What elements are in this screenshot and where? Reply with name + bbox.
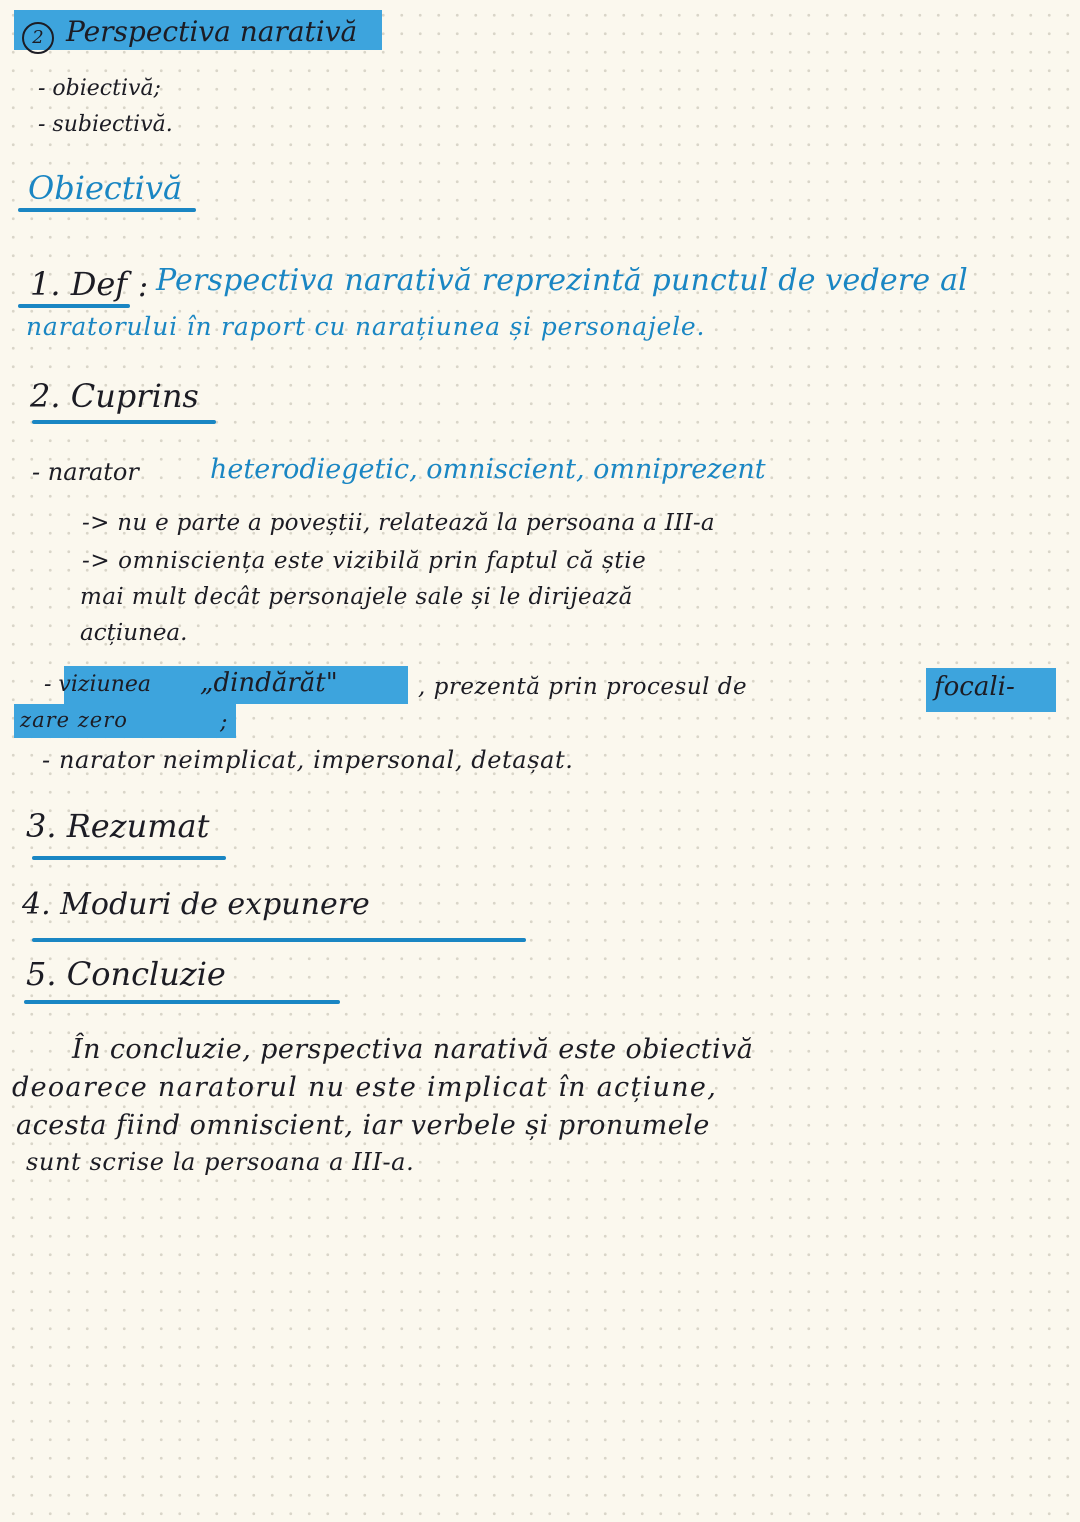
concluzie-line-4: sunt scrise la persoana a III-a. bbox=[26, 1148, 415, 1176]
concluzie-line-1: În concluzie, perspectiva narativă este obiectivă bbox=[72, 1034, 754, 1065]
moduri-heading: 4. Moduri de expunere bbox=[22, 887, 370, 922]
arrow-line-4: acțiunea. bbox=[80, 620, 188, 646]
def-label: 1. Def bbox=[30, 265, 128, 303]
cuprins-heading: 2. Cuprins bbox=[30, 377, 199, 415]
def-colon: : bbox=[138, 269, 149, 304]
viziunea-prefix: - viziunea bbox=[44, 672, 151, 697]
narator-prefix: - narator bbox=[32, 458, 139, 486]
focalizare-end: ; bbox=[220, 710, 228, 735]
arrow-line-3: mai mult decât personajele sale și le dirijează bbox=[80, 584, 633, 610]
type-item-subjective: - subiectivă. bbox=[38, 112, 173, 137]
arrow-line-1: -> nu e parte a poveștii, relatează la persoana a III-a bbox=[82, 510, 715, 536]
def-line-2: naratorului în raport cu narațiunea și personajele. bbox=[26, 312, 706, 341]
rezumat-heading: 3. Rezumat bbox=[26, 807, 210, 845]
page-title: Perspectiva narativă bbox=[66, 15, 358, 48]
focalizare-part-1: focali- bbox=[934, 672, 1015, 702]
type-item-objective: - obiectivă; bbox=[38, 76, 161, 101]
section-heading-underline bbox=[18, 208, 196, 212]
viziunea-dindarat: „dindărăt" bbox=[200, 668, 338, 698]
focalizare-part-2: zare zero bbox=[20, 708, 128, 732]
def-line-1: Perspectiva narativă reprezintă punctul de vedere al bbox=[156, 263, 968, 298]
narator-types: heterodiegetic, omniscient, omniprezent bbox=[210, 454, 766, 485]
concluzie-line-2: deoarece naratorul nu este implicat în acțiune, bbox=[12, 1072, 718, 1103]
cuprins-underline bbox=[32, 420, 216, 424]
concluzie-line-3: acesta fiind omniscient, iar verbele și pronumele bbox=[16, 1110, 710, 1141]
rezumat-underline bbox=[32, 856, 226, 860]
moduri-underline bbox=[32, 938, 526, 942]
section-number-circle: 2 bbox=[22, 22, 54, 54]
def-label-underline bbox=[18, 304, 130, 308]
concluzie-heading: 5. Concluzie bbox=[26, 955, 226, 993]
arrow-line-2: -> omnisciența este vizibilă prin faptul că știe bbox=[82, 548, 647, 574]
section-heading-objective: Obiectivă bbox=[28, 169, 183, 207]
narator-description: - narator neimplicat, impersonal, detașat. bbox=[42, 746, 574, 774]
concluzie-underline bbox=[24, 1000, 340, 1004]
viziunea-middle: , prezentă prin procesul de bbox=[418, 674, 748, 700]
